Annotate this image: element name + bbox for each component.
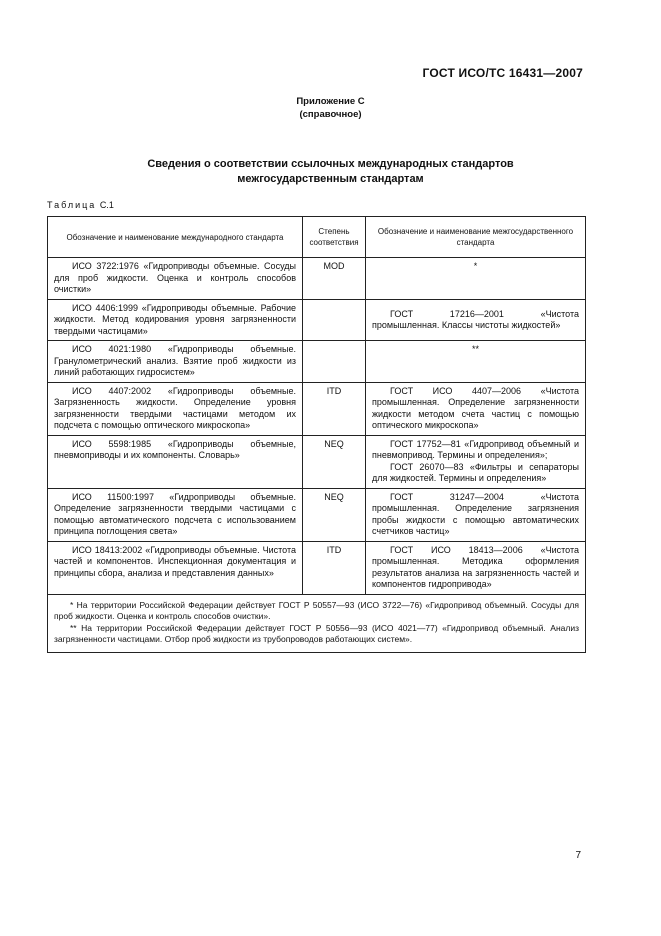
intl-standard-cell: ИСО 11500:1997 «Гидроприводы объемные. Определение загрязненности твердыми частицами с помощью автоматического подсчета с использованием принципа поглощения света» — [48, 488, 303, 541]
interstate-standard-cell: * — [366, 258, 586, 300]
degree-cell: ITD — [303, 541, 366, 594]
intl-standard-cell: ИСО 18413:2002 «Гидроприводы объемные. Чистота частей и компонентов. Инспекционная документация и принципы сбора, анализа и представления данных» — [48, 541, 303, 594]
footnote-2: ** На территории Российской Федерации действует ГОСТ Р 50556—93 (ИСО 4021—77) «Гидропривод объемный. Анализ загрязненности частицами. Отбор проб жидкости из трубопроводов работающих систем». — [54, 622, 579, 644]
table-footnotes — [48, 594, 586, 652]
intl-standard-cell: ИСО 4406:1999 «Гидроприводы объемные. Рабочие жидкости. Метод кодирования уровня загрязненности твердыми частицами» — [48, 299, 303, 341]
degree-cell: NEQ — [303, 488, 366, 541]
header-intl-standard: Обозначение и наименование международного стандарта — [48, 217, 303, 258]
document-code: ГОСТ ИСО/ТС 16431—2007 — [422, 66, 583, 80]
table-row — [48, 258, 586, 300]
interstate-standard-cell: ГОСТ ИСО 18413—2006 «Чистота промышленная. Методика оформления результатов анализа на загрязненность частей и компонентов гидропривода» — [366, 541, 586, 594]
footnote-1: * На территории Российской Федерации действует ГОСТ Р 50557—93 (ИСО 3722—76) «Гидропривод объемный. Сосуды для проб жидкости. Оценка и контроль способов очистки». — [54, 599, 579, 621]
title-line-2: межгосударственным стандартам — [237, 173, 424, 185]
table-row — [48, 488, 586, 541]
appendix-heading — [0, 95, 661, 121]
intl-standard-cell: ИСО 4021:1980 «Гидроприводы объемные. Гранулометрический анализ. Взятие проб жидкости из линий работающих гидросистем» — [48, 341, 303, 383]
degree-cell — [303, 299, 366, 341]
degree-cell: NEQ — [303, 435, 366, 488]
table-row — [48, 541, 586, 594]
table-caption — [47, 200, 114, 210]
degree-cell: ITD — [303, 382, 366, 435]
table-caption-number: С.1 — [99, 200, 114, 210]
interstate-standard-cell: ГОСТ 31247—2004 «Чистота промышленная. Определение загрязнения пробы жидкости с помощью автоматических счетчиков частиц» — [366, 488, 586, 541]
page-number: 7 — [575, 850, 581, 861]
interstate-standard-cell: ГОСТ 17216—2001 «Чистота промышленная. Классы чистоты жидкостей» — [366, 299, 586, 341]
intl-standard-cell: ИСО 3722:1976 «Гидроприводы объемные. Сосуды для проб жидкости. Оценка и контроль способов очистки» — [48, 258, 303, 300]
standards-table — [47, 216, 586, 653]
interstate-standard-cell: ГОСТ 17752—81 «Гидропривод объемный и пневмопривод. Термины и определения»; ГОСТ 26070—83 «Фильтры и сепараторы для жидкостей. Термины и определения» — [366, 435, 586, 488]
table-row — [48, 382, 586, 435]
appendix-label: Приложение С — [296, 96, 365, 107]
table-header-row — [48, 217, 586, 258]
table-caption-word: Таблица — [47, 200, 97, 210]
title-line-1: Сведения о соответствии ссылочных международных стандартов — [147, 158, 514, 170]
table-row — [48, 341, 586, 383]
table-row — [48, 435, 586, 488]
degree-cell — [303, 341, 366, 383]
interstate-standard-cell: ** — [366, 341, 586, 383]
intl-standard-cell: ИСО 4407:2002 «Гидроприводы объемные. Загрязненность жидкости. Определение уровня загрязненности твердыми частицами методом их подсчета с помощью оптического микроскопа» — [48, 382, 303, 435]
table-row — [48, 299, 586, 341]
header-interstate-standard: Обозначение и наименование межгосударственного стандарта — [366, 217, 586, 258]
interstate-standard-cell: ГОСТ ИСО 4407—2006 «Чистота промышленная. Определение загрязненности жидкости методом счета частиц с помощью оптического микроскопа» — [366, 382, 586, 435]
appendix-type: (справочное) — [299, 109, 362, 120]
table-notes-row — [48, 594, 586, 652]
intl-standard-cell: ИСО 5598:1985 «Гидроприводы объемные, пневмоприводы и их компоненты. Словарь» — [48, 435, 303, 488]
page-title — [60, 157, 601, 187]
degree-cell: MOD — [303, 258, 366, 300]
header-degree: Степень соответствия — [303, 217, 366, 258]
